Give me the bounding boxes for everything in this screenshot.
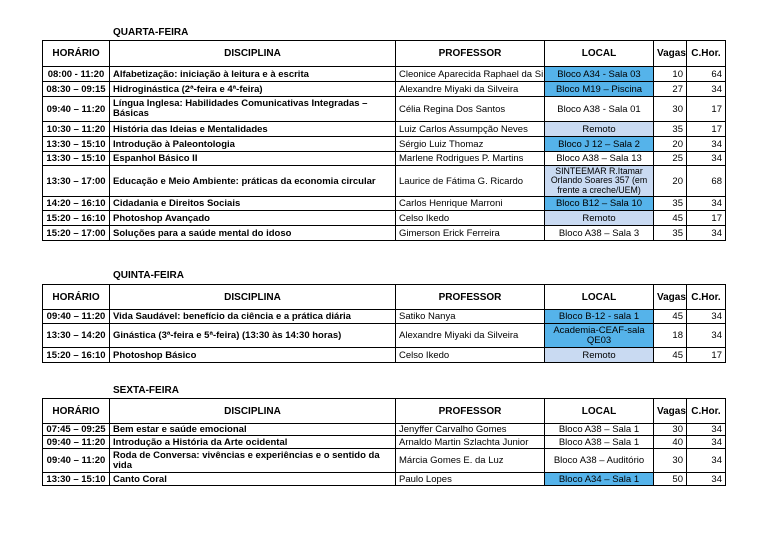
header-vagas: Vagas	[654, 399, 687, 424]
header-disciplina: DISCIPLINA	[110, 399, 396, 424]
cell-disciplina: Photoshop Avançado	[110, 211, 396, 226]
cell-professor: Célia Regina Dos Santos	[396, 97, 545, 122]
cell-chor: 34	[687, 424, 726, 436]
cell-vagas: 18	[654, 324, 687, 348]
table-row	[43, 348, 726, 363]
cell-disciplina: Alfabetização: iniciação à leitura e à escrita	[110, 67, 396, 82]
table-row	[43, 122, 726, 137]
cell-horario: 15:20 – 16:10	[43, 211, 110, 226]
header-chor: C.Hor.	[687, 399, 726, 424]
cell-disciplina: Bem estar e saúde emocional	[110, 424, 396, 436]
cell-professor: Arnaldo Martin Szlachta Junior	[396, 436, 545, 449]
table-row	[43, 197, 726, 211]
table-header-row	[43, 41, 726, 67]
table-row	[43, 82, 726, 97]
cell-vagas: 30	[654, 449, 687, 473]
cell-local: Bloco A38 – Sala 1	[545, 436, 654, 449]
schedule-table-sexta	[42, 398, 726, 486]
cell-local: Remoto	[545, 211, 654, 226]
cell-local: SINTEEMAR R.Itamar Orlando Soares 357 (em frente a creche/UEM)	[545, 166, 654, 197]
header-horario: HORÁRIO	[43, 41, 110, 67]
day-title-quinta: QUINTA-FEIRA	[113, 270, 184, 281]
cell-disciplina: Cidadania e Direitos Sociais	[110, 197, 396, 211]
cell-disciplina: Soluções para a saúde mental do idoso	[110, 226, 396, 241]
cell-disciplina: Canto Coral	[110, 473, 396, 486]
day-title-sexta: SEXTA-FEIRA	[113, 385, 179, 396]
cell-vagas: 20	[654, 137, 687, 152]
cell-horario: 09:40 – 11:20	[43, 310, 110, 324]
cell-chor: 34	[687, 449, 726, 473]
table-row	[43, 152, 726, 166]
cell-professor: Alexandre Miyaki da Silveira	[396, 324, 545, 348]
cell-local: Bloco B-12 - sala 1	[545, 310, 654, 324]
cell-professor: Paulo Lopes	[396, 473, 545, 486]
header-professor: PROFESSOR	[396, 41, 545, 67]
cell-professor: Cleonice Aparecida Raphael da Si	[396, 67, 545, 82]
cell-local: Bloco A38 – Sala 1	[545, 424, 654, 436]
cell-horario: 13:30 – 14:20	[43, 324, 110, 348]
cell-vagas: 20	[654, 166, 687, 197]
schedule-table-quinta	[42, 284, 726, 363]
cell-disciplina: Ginástica (3ª-feira e 5ª-feira) (13:30 às 14:30 horas)	[110, 324, 396, 348]
table-row	[43, 137, 726, 152]
cell-horario: 13:30 – 15:10	[43, 137, 110, 152]
cell-local: Remoto	[545, 122, 654, 137]
cell-disciplina: Introdução a História da Arte ocidental	[110, 436, 396, 449]
header-disciplina: DISCIPLINA	[110, 41, 396, 67]
cell-chor: 34	[687, 473, 726, 486]
cell-horario: 13:30 – 15:10	[43, 473, 110, 486]
header-vagas: Vagas	[654, 285, 687, 310]
cell-vagas: 35	[654, 226, 687, 241]
header-professor: PROFESSOR	[396, 285, 545, 310]
cell-disciplina: Espanhol Básico II	[110, 152, 396, 166]
cell-disciplina: História das Ideias e Mentalidades	[110, 122, 396, 137]
table-row	[43, 473, 726, 486]
cell-vagas: 30	[654, 97, 687, 122]
header-horario: HORÁRIO	[43, 285, 110, 310]
table-row	[43, 166, 726, 197]
table-row	[43, 449, 726, 473]
cell-disciplina: Photoshop Básico	[110, 348, 396, 363]
header-local: LOCAL	[545, 41, 654, 67]
cell-local: Bloco A34 - Sala 03	[545, 67, 654, 82]
cell-disciplina: Roda de Conversa: vivências e experiências e o sentido da vida	[110, 449, 396, 473]
cell-vagas: 27	[654, 82, 687, 97]
cell-local: Bloco M19 – Piscina	[545, 82, 654, 97]
cell-local: Bloco J 12 – Sala 2	[545, 137, 654, 152]
cell-chor: 34	[687, 197, 726, 211]
cell-vagas: 50	[654, 473, 687, 486]
cell-local: Bloco B12 – Sala 10	[545, 197, 654, 211]
cell-horario: 09:40 – 11:20	[43, 436, 110, 449]
table-row	[43, 436, 726, 449]
table-row	[43, 226, 726, 241]
cell-chor: 34	[687, 310, 726, 324]
header-disciplina: DISCIPLINA	[110, 285, 396, 310]
cell-vagas: 45	[654, 348, 687, 363]
cell-horario: 08:00 - 11:20	[43, 67, 110, 82]
cell-professor: Laurice de Fátima G. Ricardo	[396, 166, 545, 197]
cell-vagas: 45	[654, 211, 687, 226]
cell-professor: Satiko Nanya	[396, 310, 545, 324]
cell-professor: Alexandre Miyaki da Silveira	[396, 82, 545, 97]
header-vagas: Vagas	[654, 41, 687, 67]
header-professor: PROFESSOR	[396, 399, 545, 424]
cell-horario: 15:20 – 17:00	[43, 226, 110, 241]
schedule-table-quarta	[42, 40, 726, 241]
header-local: LOCAL	[545, 399, 654, 424]
cell-horario: 15:20 – 16:10	[43, 348, 110, 363]
table-row	[43, 324, 726, 348]
cell-chor: 34	[687, 137, 726, 152]
header-chor: C.Hor.	[687, 285, 726, 310]
cell-professor: Celso Ikedo	[396, 348, 545, 363]
cell-chor: 64	[687, 67, 726, 82]
cell-professor: Sérgio Luiz Thomaz	[396, 137, 545, 152]
table-row	[43, 67, 726, 82]
cell-local: Remoto	[545, 348, 654, 363]
cell-professor: Celso Ikedo	[396, 211, 545, 226]
cell-disciplina: Vida Saudável: benefício da ciência e a prática diária	[110, 310, 396, 324]
cell-chor: 17	[687, 348, 726, 363]
header-chor: C.Hor.	[687, 41, 726, 67]
cell-horario: 09:40 – 11:20	[43, 97, 110, 122]
cell-local: Bloco A34 – Sala 1	[545, 473, 654, 486]
cell-vagas: 40	[654, 436, 687, 449]
cell-vagas: 45	[654, 310, 687, 324]
cell-local: Academia-CEAF-sala QE03	[545, 324, 654, 348]
cell-chor: 17	[687, 211, 726, 226]
table-header-row	[43, 285, 726, 310]
cell-chor: 17	[687, 97, 726, 122]
cell-disciplina: Educação e Meio Ambiente: práticas da economia circular	[110, 166, 396, 197]
cell-horario: 09:40 – 11:20	[43, 449, 110, 473]
cell-horario: 13:30 – 17:00	[43, 166, 110, 197]
cell-chor: 34	[687, 324, 726, 348]
cell-horario: 10:30 – 11:20	[43, 122, 110, 137]
cell-chor: 17	[687, 122, 726, 137]
day-title-quarta: QUARTA-FEIRA	[113, 27, 189, 38]
cell-horario: 14:20 – 16:10	[43, 197, 110, 211]
cell-chor: 34	[687, 82, 726, 97]
cell-local: Bloco A38 – Sala 13	[545, 152, 654, 166]
cell-chor: 34	[687, 152, 726, 166]
table-row	[43, 211, 726, 226]
cell-horario: 08:30 – 09:15	[43, 82, 110, 97]
cell-vagas: 10	[654, 67, 687, 82]
cell-vagas: 35	[654, 197, 687, 211]
cell-professor: Luiz Carlos Assumpção Neves	[396, 122, 545, 137]
cell-professor: Márcia Gomes E. da Luz	[396, 449, 545, 473]
cell-chor: 34	[687, 226, 726, 241]
cell-local: Bloco A38 – Sala 3	[545, 226, 654, 241]
table-row	[43, 310, 726, 324]
header-local: LOCAL	[545, 285, 654, 310]
cell-horario: 07:45 – 09:25	[43, 424, 110, 436]
cell-chor: 34	[687, 436, 726, 449]
cell-vagas: 35	[654, 122, 687, 137]
cell-disciplina: Hidroginástica (2ª-feira e 4ª-feira)	[110, 82, 396, 97]
cell-vagas: 30	[654, 424, 687, 436]
cell-professor: Marlene Rodrigues P. Martins	[396, 152, 545, 166]
header-horario: HORÁRIO	[43, 399, 110, 424]
cell-local: Bloco A38 - Sala 01	[545, 97, 654, 122]
table-row	[43, 97, 726, 122]
cell-disciplina: Língua Inglesa: Habilidades Comunicativas Integradas – Básicas	[110, 97, 396, 122]
cell-disciplina: Introdução à Paleontologia	[110, 137, 396, 152]
cell-horario: 13:30 – 15:10	[43, 152, 110, 166]
cell-chor: 68	[687, 166, 726, 197]
cell-vagas: 25	[654, 152, 687, 166]
cell-professor: Carlos Henrique Marroni	[396, 197, 545, 211]
table-row	[43, 424, 726, 436]
cell-professor: Jenyffer Carvalho Gomes	[396, 424, 545, 436]
table-header-row	[43, 399, 726, 424]
cell-local: Bloco A38 – Auditório	[545, 449, 654, 473]
cell-professor: Gimerson Erick Ferreira	[396, 226, 545, 241]
